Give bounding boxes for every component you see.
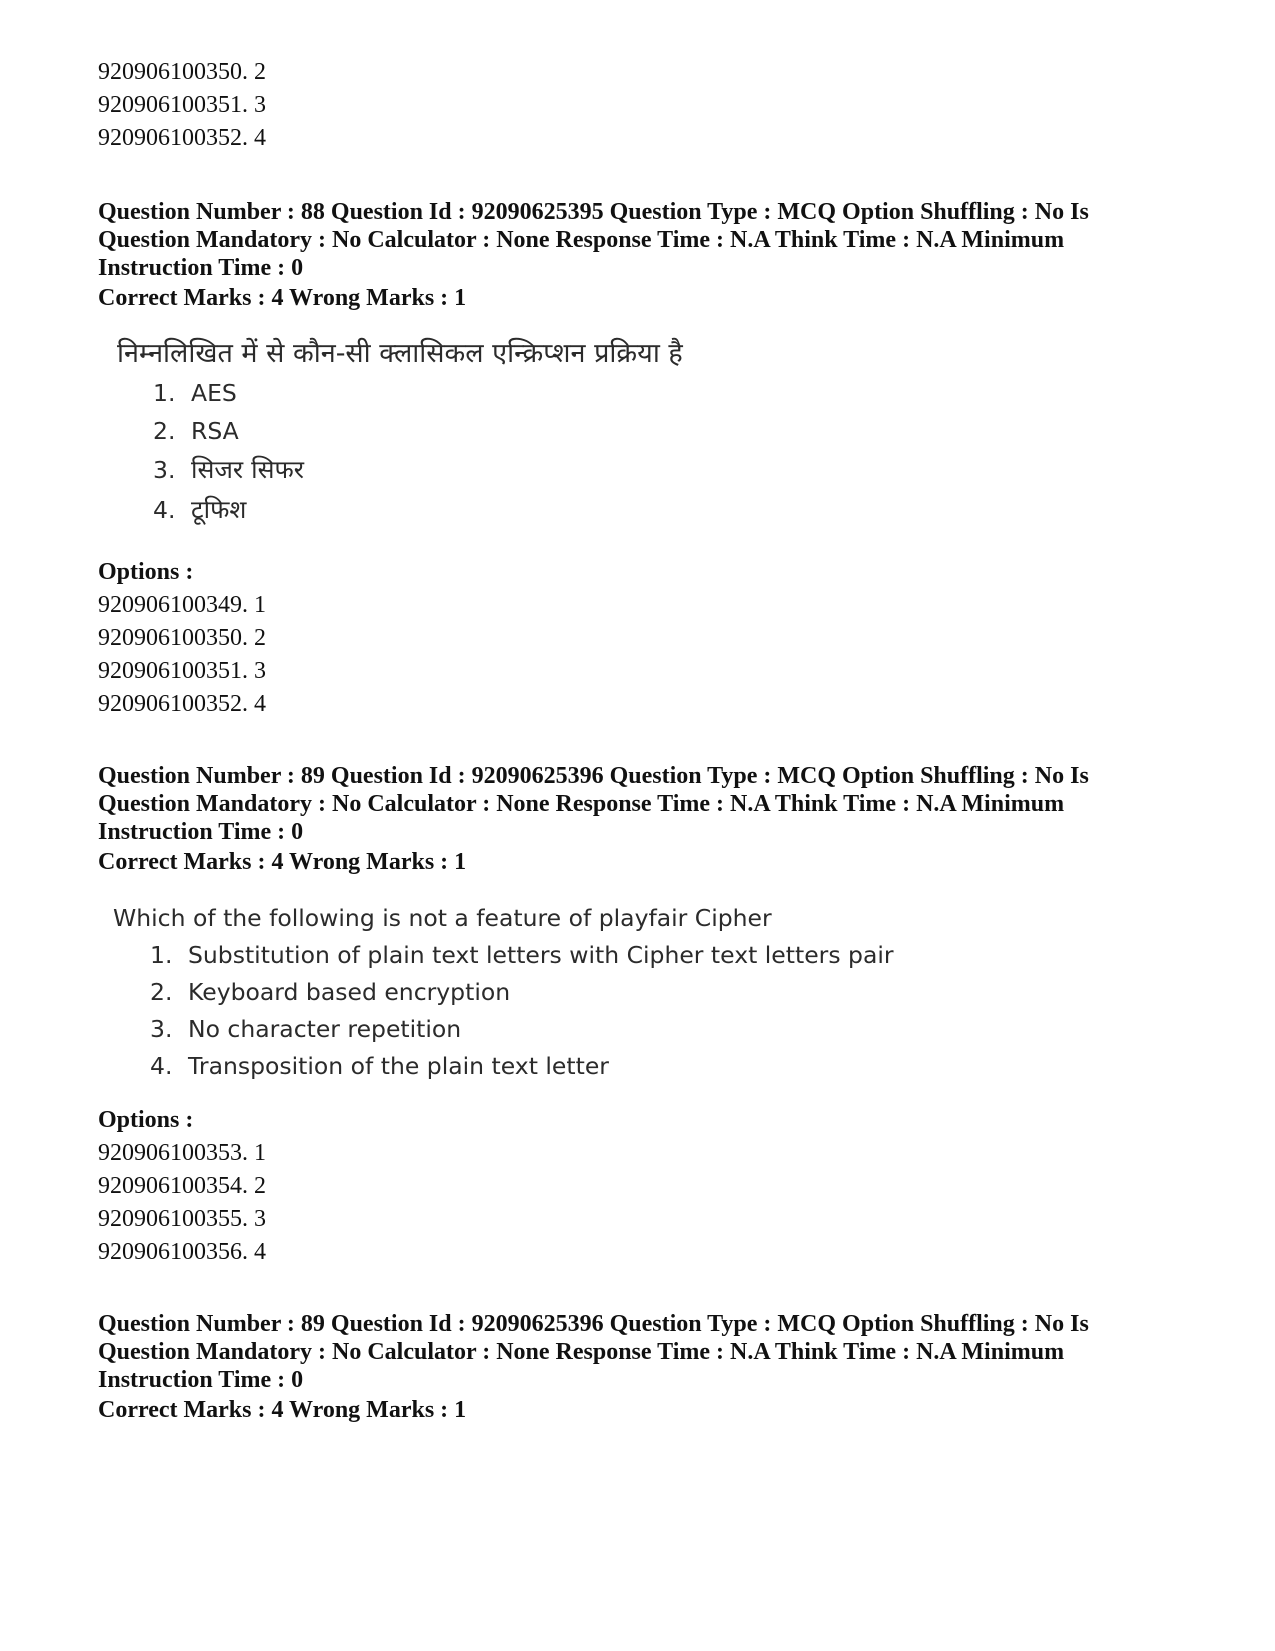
question-89-repeat-meta: Question Number : 89 Question Id : 92090625396 Question Type : MCQ Option Shuffling : No Is Question Mandatory : No Calculator : None Response Time : N.A Think Time : N.A Minimum Instruction Time : 0 <box>98 1311 1089 1393</box>
question-88-text: निम्नलिखित में से कौन-सी क्लासिकल एन्क्रिप्शन प्रक्रिया है <box>117 338 683 369</box>
question-89-options-heading: Options : <box>98 1107 194 1133</box>
option-row: 920906100350. 2 <box>98 625 266 651</box>
choice-item: 3. No character repetition <box>150 1015 462 1043</box>
question-88-options-list <box>98 589 1178 721</box>
question-89-marks: Correct Marks : 4 Wrong Marks : 1 <box>98 849 467 875</box>
carryover-options-list <box>98 56 1178 155</box>
question-88-marks: Correct Marks : 4 Wrong Marks : 1 <box>98 285 467 311</box>
choice-item: 1. Substitution of plain text letters with Cipher text letters pair <box>150 941 894 969</box>
choice-item: 2. RSA <box>153 417 239 445</box>
question-88-body <box>117 336 683 530</box>
option-row: 920906100355. 3 <box>98 1206 266 1232</box>
option-row: 920906100349. 1 <box>98 592 266 618</box>
option-row: 920906100352. 4 <box>98 125 266 151</box>
choice-item: 3. सिजर सिफर <box>153 455 304 484</box>
choice-item: 4. Transposition of the plain text letter <box>150 1052 609 1080</box>
question-89-choices <box>150 937 894 1085</box>
question-89-meta: Question Number : 89 Question Id : 92090625396 Question Type : MCQ Option Shuffling : No Is Question Mandatory : No Calculator : None Response Time : N.A Think Time : N.A Minimum Instruction Time : 0 <box>98 763 1089 845</box>
choice-item: 4. टूफिश <box>153 495 247 524</box>
option-row: 920906100352. 4 <box>98 691 266 717</box>
choice-item: 1. AES <box>153 379 237 407</box>
question-89-body <box>113 901 894 1085</box>
question-89-options-list <box>98 1137 1178 1269</box>
option-row: 920906100353. 1 <box>98 1140 266 1166</box>
option-row: 920906100351. 3 <box>98 658 266 684</box>
option-row: 920906100350. 2 <box>98 59 266 85</box>
question-88-choices <box>153 374 683 530</box>
question-88-meta: Question Number : 88 Question Id : 92090625395 Question Type : MCQ Option Shuffling : No Is Question Mandatory : No Calculator : None Response Time : N.A Think Time : N.A Minimum Instruction Time : 0 <box>98 199 1089 281</box>
question-88-options-heading: Options : <box>98 559 194 585</box>
option-row: 920906100356. 4 <box>98 1239 266 1265</box>
question-89-repeat-marks: Correct Marks : 4 Wrong Marks : 1 <box>98 1397 467 1423</box>
choice-item: 2. Keyboard based encryption <box>150 978 511 1006</box>
option-row: 920906100351. 3 <box>98 92 266 118</box>
question-89-text: Which of the following is not a feature of playfair Cipher <box>113 904 772 932</box>
option-row: 920906100354. 2 <box>98 1173 266 1199</box>
